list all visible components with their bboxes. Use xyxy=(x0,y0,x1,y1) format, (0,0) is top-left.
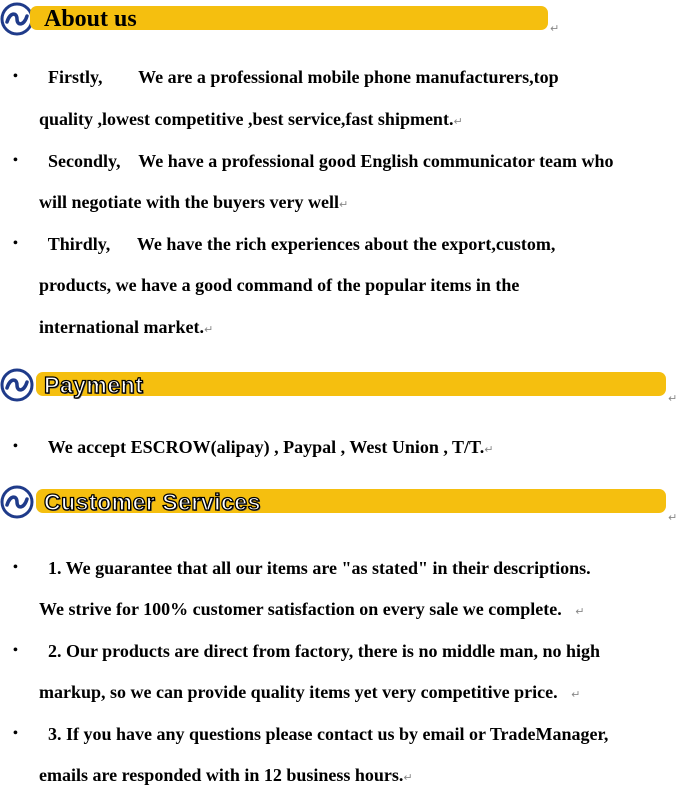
paragraph-mark: ↵ xyxy=(668,511,678,524)
service-item-1-line-2: We strive for 100% customer satisfaction on every sale we complete. ↵ xyxy=(39,599,585,619)
section-title-bar xyxy=(36,489,666,513)
section-title: Customer Services xyxy=(44,489,261,515)
about-item-3-line-1: Thirdly, We have the rich experiences about the export,custom, xyxy=(47,234,556,254)
about-item-3-line-3: international market.↵ xyxy=(39,317,214,337)
bullet: • xyxy=(13,236,18,251)
section-title-bar xyxy=(36,372,666,396)
bullet: • xyxy=(13,726,18,741)
section-header-about-us xyxy=(0,2,560,38)
bullet: • xyxy=(13,69,18,84)
bullet: • xyxy=(13,153,18,168)
about-item-3-line-2: products, we have a good command of the popular items in the xyxy=(39,275,520,295)
about-item-1-line-2: quality ,lowest competitive ,best service,fast shipment.↵ xyxy=(39,109,463,129)
service-item-1-line-1: 1. We guarantee that all our items are "as stated" in their descriptions. xyxy=(48,558,591,578)
service-item-3-line-2: emails are responded with in 12 business hours.↵ xyxy=(39,765,413,785)
paragraph-mark: ↵ xyxy=(550,22,560,35)
about-item-2-line-2: will negotiate with the buyers very well↵ xyxy=(39,192,349,212)
section-header-payment xyxy=(0,368,680,404)
section-title: Payment xyxy=(44,372,144,398)
about-item-2-line-1: Secondly, We have a professional good English communicator team who xyxy=(48,151,614,171)
swirl-logo-icon xyxy=(0,368,34,402)
service-item-3-line-1: 3. If you have any questions please contact us by email or TradeManager, xyxy=(48,724,609,744)
bullet: • xyxy=(13,560,18,575)
section-title-bar xyxy=(30,6,548,30)
bullet: • xyxy=(13,439,18,454)
bullet: • xyxy=(13,643,18,658)
paragraph-mark: ↵ xyxy=(668,392,678,405)
about-item-1-line-1: Firstly, We are a professional mobile phone manufacturers,top xyxy=(48,67,559,87)
swirl-logo-icon xyxy=(0,2,34,36)
section-header-customer-services xyxy=(0,485,680,524)
section-title: About us xyxy=(44,6,137,32)
swirl-logo-icon xyxy=(0,485,34,519)
payment-item-1-line-1: We accept ESCROW(alipay) , Paypal , West Union , T/T.↵ xyxy=(47,437,494,457)
service-item-2-line-2: markup, so we can provide quality items yet very competitive price. ↵ xyxy=(39,682,581,702)
service-item-2-line-1: 2. Our products are direct from factory, there is no middle man, no high xyxy=(48,641,600,661)
